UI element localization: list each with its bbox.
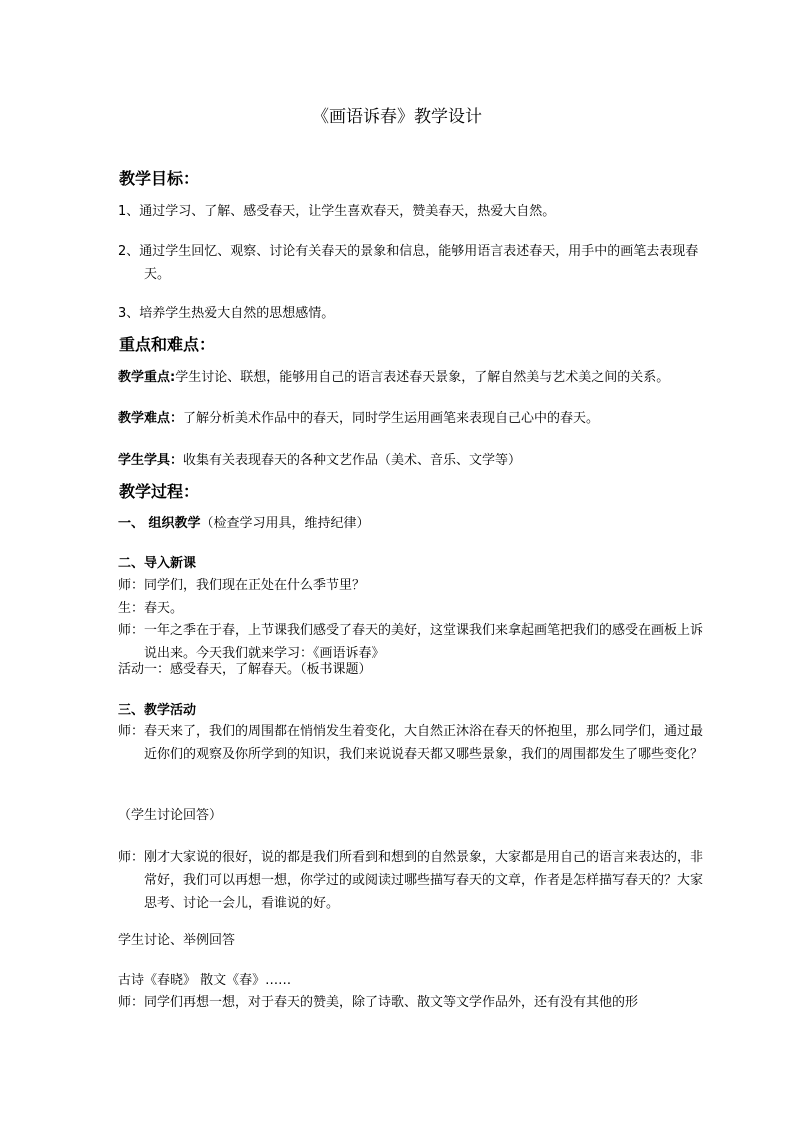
student-tools <box>118 449 688 472</box>
section-2-label: 二、导入新课 <box>118 556 197 571</box>
student-tools-text: 收集有关表现春天的各种文艺作品（美术、音乐、文学等） <box>183 453 522 468</box>
goals-heading: 教学目标： <box>119 169 200 188</box>
keypoints-heading: 重点和难点： <box>119 335 216 354</box>
document-title: 《画语诉春》教学设计 <box>312 107 482 127</box>
section-3-paragraph-2: 师：刚才大家说的很好，说的都是我们所看到和想到的自然景象，大家都是用自己的语言来表达的，非常好，我们可以再想一想，你学过的或阅读过哪些描写春天的文章，作者是怎样描写春天的？大家思考、讨论一会儿，看谁说的好。 <box>118 850 704 911</box>
section-2-line-3: 师：一年之季在于春，上节课我们感受了春天的美好，这堂课我们来拿起画笔把我们的感受在画板上诉说出来。今天我们就来学习：《画语诉春》 <box>118 623 704 661</box>
section-3-paragraph-1: 师：春天来了，我们的周围都在悄悄发生着变化，大自然正沐浴在春天的怀抱里，那么同学们，通过最近你们的观察及你所学到的知识，我们来说说春天都又哪些景象，我们的周围都发生了哪些变化？ <box>118 724 704 762</box>
goal-item-3: 3、培养学生热爱大自然的思想感情。 <box>118 306 335 321</box>
section-3-paragraph-3: 师：同学们再想一想，对于春天的赞美，除了诗歌、散文等文学作品外，还有没有其他的形 <box>118 995 639 1010</box>
section-2-line-4: 活动一：感受春天，了解春天。（板书课题） <box>118 662 372 677</box>
goal-item-1: 1、通过学习、了解、感受春天，让学生喜欢春天，赞美春天，热爱大自然。 <box>118 204 556 219</box>
teaching-focus <box>118 366 760 389</box>
section-1 <box>118 512 688 535</box>
section-3-label: 三、教学活动 <box>118 703 197 718</box>
teaching-difficulty <box>118 407 688 430</box>
section-2-line-1: 师：同学们，我们现在正处在什么季节里？ <box>118 578 366 593</box>
goal-item-2: 2、通过学生回忆、观察、讨论有关春天的景象和信息，能够用语言表述春天，用手中的画笔去表现春天。 <box>118 244 699 282</box>
teaching-focus-text: 学生讨论、联想，能够用自己的语言表述春天景象，了解自然美与艺术美之间的关系。 <box>175 370 670 385</box>
teaching-difficulty-text: 了解分析美术作品中的春天，同时学生运用画笔来表现自己心中的春天。 <box>183 411 600 426</box>
teaching-focus-label: 教学重点: <box>118 370 176 385</box>
discussion-note: （学生讨论回答） <box>118 808 223 823</box>
section-1-text: （检查学习用具，维持纪律） <box>200 516 370 531</box>
section-1-label: 一、 组织教学 <box>118 516 201 531</box>
student-tools-label: 学生学具： <box>118 453 184 468</box>
process-heading: 教学过程： <box>119 482 200 501</box>
answer-note: 学生讨论、举例回答 <box>118 933 236 948</box>
examples-line: 古诗《春晓》 散文《春》…… <box>118 973 292 988</box>
teaching-difficulty-label: 教学难点： <box>118 411 184 426</box>
section-2-line-2: 生：春天。 <box>118 601 184 616</box>
